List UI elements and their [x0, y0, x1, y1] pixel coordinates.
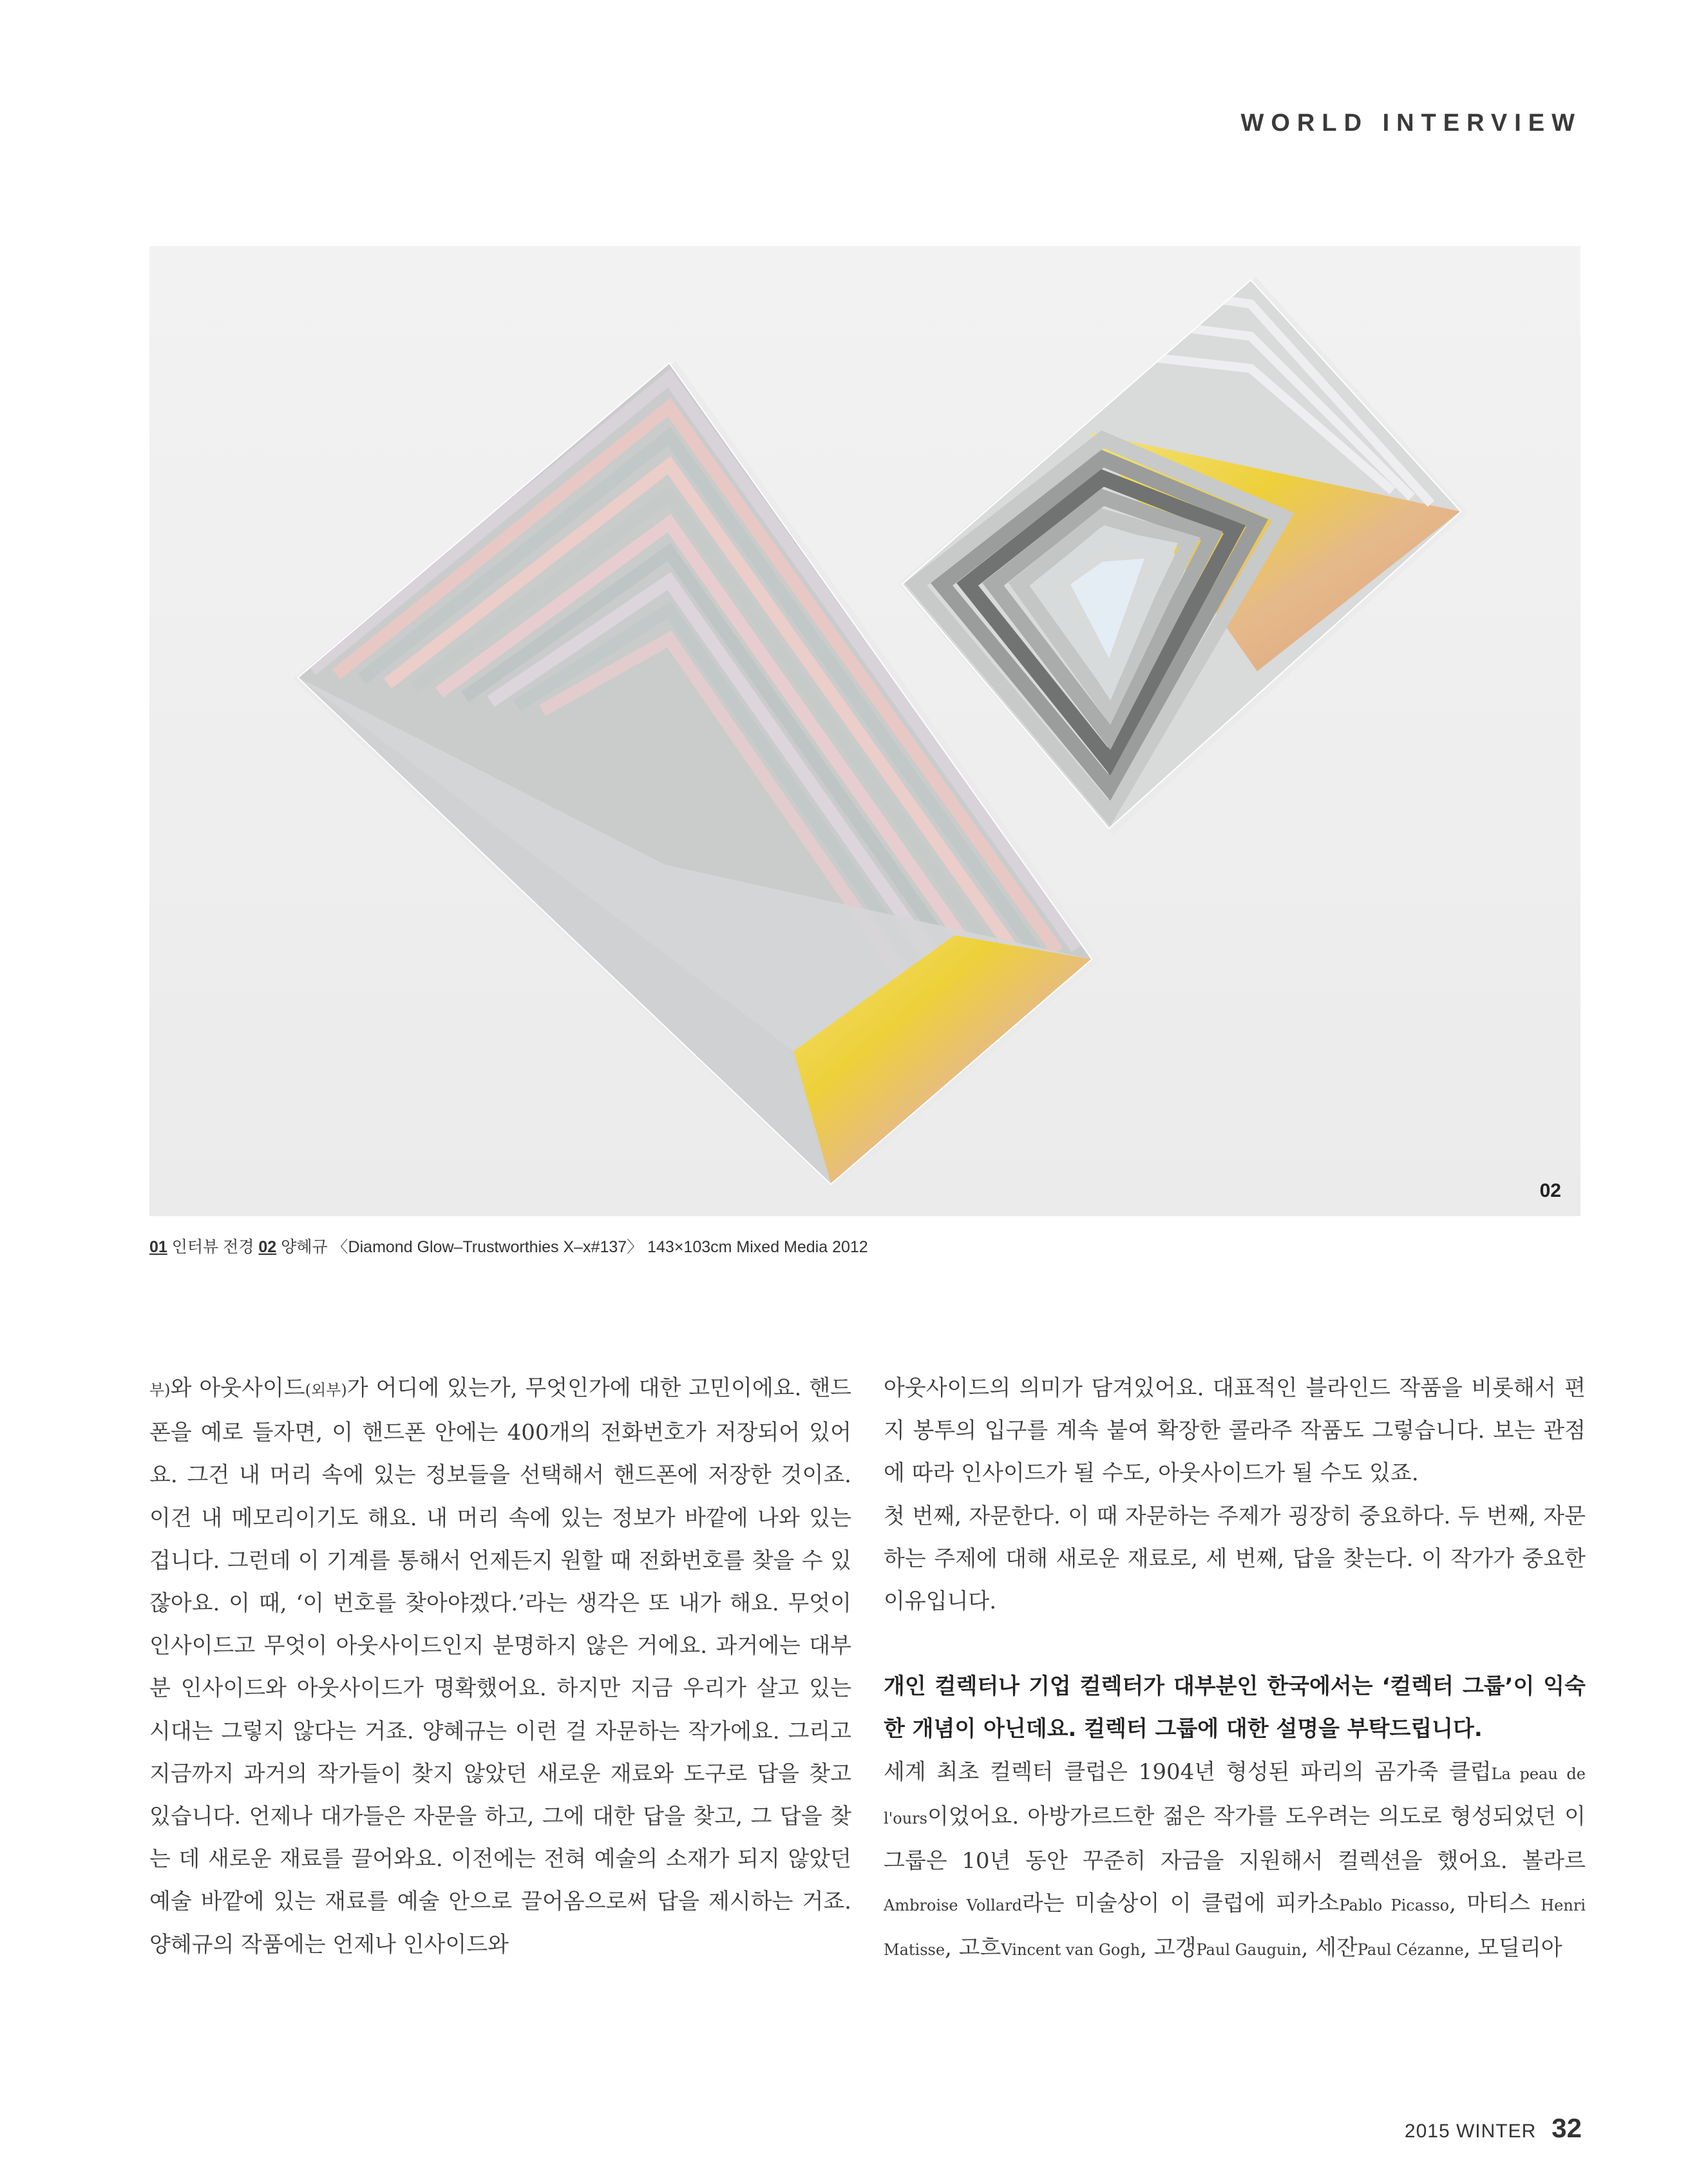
- diamond-glow-artwork: [149, 246, 1580, 1216]
- body-text: 세계 최초 컬렉터 클럽은 1904년 형성된 파리의 곰가죽 클럽: [884, 1759, 1492, 1785]
- foreign-name: Paul Gauguin: [1196, 1941, 1302, 1960]
- inline-note: 부): [149, 1381, 171, 1399]
- body-text: 이었어요. 아방가르드한 젊은 작가를 도우려는 의도로 형성되었던 이 그룹은 10년 동안 꾸준히 자금을 지원해서 컬렉션을 했어요. 볼라르: [884, 1803, 1586, 1874]
- foreign-name: La peau de l'ours: [884, 1764, 1586, 1827]
- foreign-name: Henri Matisse: [884, 1896, 1586, 1960]
- caption-text-02: 양혜규 〈Diamond Glow–Trustworthies X–x#137〉 143×103cm Mixed Media 2012: [276, 1238, 868, 1256]
- page-number: 32: [1551, 2113, 1582, 2143]
- body-text: , 모딜리아: [1463, 1935, 1562, 1961]
- body-text: , 세잔: [1301, 1935, 1358, 1961]
- issue-label: 2015 WINTER: [1404, 2121, 1537, 2142]
- body-text: , 마티스: [1449, 1891, 1541, 1917]
- inline-note: (외부): [305, 1381, 347, 1399]
- artwork-photo: [149, 246, 1580, 1216]
- photo-number: 02: [1539, 1180, 1561, 1201]
- foreign-name: Ambroise Vollard: [884, 1896, 1022, 1915]
- body-paragraph: 첫 번째, 자문한다. 이 때 자문하는 주제가 굉장히 중요하다. 두 번째, 자문하는 주제에 대해 새로운 재료로, 세 번째, 답을 찾는다. 이 작가가 중요한 이유입니다.: [884, 1503, 1586, 1615]
- body-text: 라는 미술상이 이 클럽에 피카소: [1021, 1891, 1340, 1917]
- section-label: WORLD INTERVIEW: [1240, 110, 1582, 137]
- caption-text-01: 인터뷰 전경: [167, 1238, 259, 1256]
- body-text: , 고갱: [1140, 1935, 1197, 1961]
- foreign-name: Pablo Picasso: [1339, 1896, 1450, 1915]
- body-text: 가 어디에 있는가, 무엇인가에 대한 고민이에요. 핸드폰을 예로 들자면, 이 핸드폰 안에는 400개의 전화번호가 저장되어 있어요. 그건 내 머리 속에 있는 정보들을 선택해서 핸드폰에 저장한 것이죠. 이건 내 메모리이기도 해요. 내 머리 속에 있는 정보가 바깥에 나와 있는 겁니다. 그런데 이 기계를 통해서 언제든지 원할 때 전화번호를 찾을 수 있잖아요. 이 때, ‘이 번호를 찾아야겠다.’라는 생각은 또 내가 해요. 무엇이 인사이드고 무엇이 아웃사이드인지 분명하지 않은 거에요. 과거에는 대부분 인사이드와 아웃사이드가 명확했어요. 하지만 지금 우리가 살고 있는 시대는 그렇지 않다는 거죠. 양혜규는 이런 걸 자문하는 작가에요. 그리고 지금까지 과거의 작가들이 찾지 않았던 새로운 재료와 도구로 답을 찾고 있습니다. 언제나 대가들은 자문을 하고, 그에 대한 답을 찾고, 그 답을 찾는 데 새로운 재료를 끌어와요. 이전에는 전혀 예술의 소재가 되지 않았던 예술 바깥에 있는 재료를 예술 안으로 끌어옴으로써 답을 제시하는 거죠. 양혜규의 작품에는 언제나 인사이드와: [149, 1375, 852, 1958]
- foreign-name: Paul Cézanne: [1357, 1941, 1464, 1960]
- foreign-name: Vincent van Gogh: [1001, 1941, 1141, 1960]
- body-paragraph: 아웃사이드의 의미가 담겨있어요. 대표적인 블라인드 작품을 비롯해서 편지 봉투의 입구를 계속 붙여 확장한 콜라주 작품도 그렇습니다. 보는 관점에 따라 인사이드가 될 수도, 아웃사이드가 될 수도 있죠.: [884, 1375, 1586, 1487]
- answer-paragraph: [884, 1751, 1586, 1972]
- right-column: [884, 1367, 1586, 1972]
- caption-number-01: 01: [149, 1238, 167, 1256]
- left-column: [149, 1367, 851, 1966]
- interview-question: 개인 컬렉터나 기업 컬렉터가 대부분인 한국에서는 ‘컬렉터 그룹’이 익숙한 개념이 아닌데요. 컬렉터 그룹에 대한 설명을 부탁드립니다.: [884, 1674, 1586, 1742]
- body-text: , 고흐: [945, 1935, 1001, 1961]
- body-text: 와 아웃사이드: [170, 1375, 305, 1401]
- body-paragraph: [149, 1367, 851, 1966]
- caption-number-02: 02: [258, 1238, 277, 1256]
- page-footer: [1405, 2113, 1582, 2144]
- figure-caption: [149, 1234, 868, 1257]
